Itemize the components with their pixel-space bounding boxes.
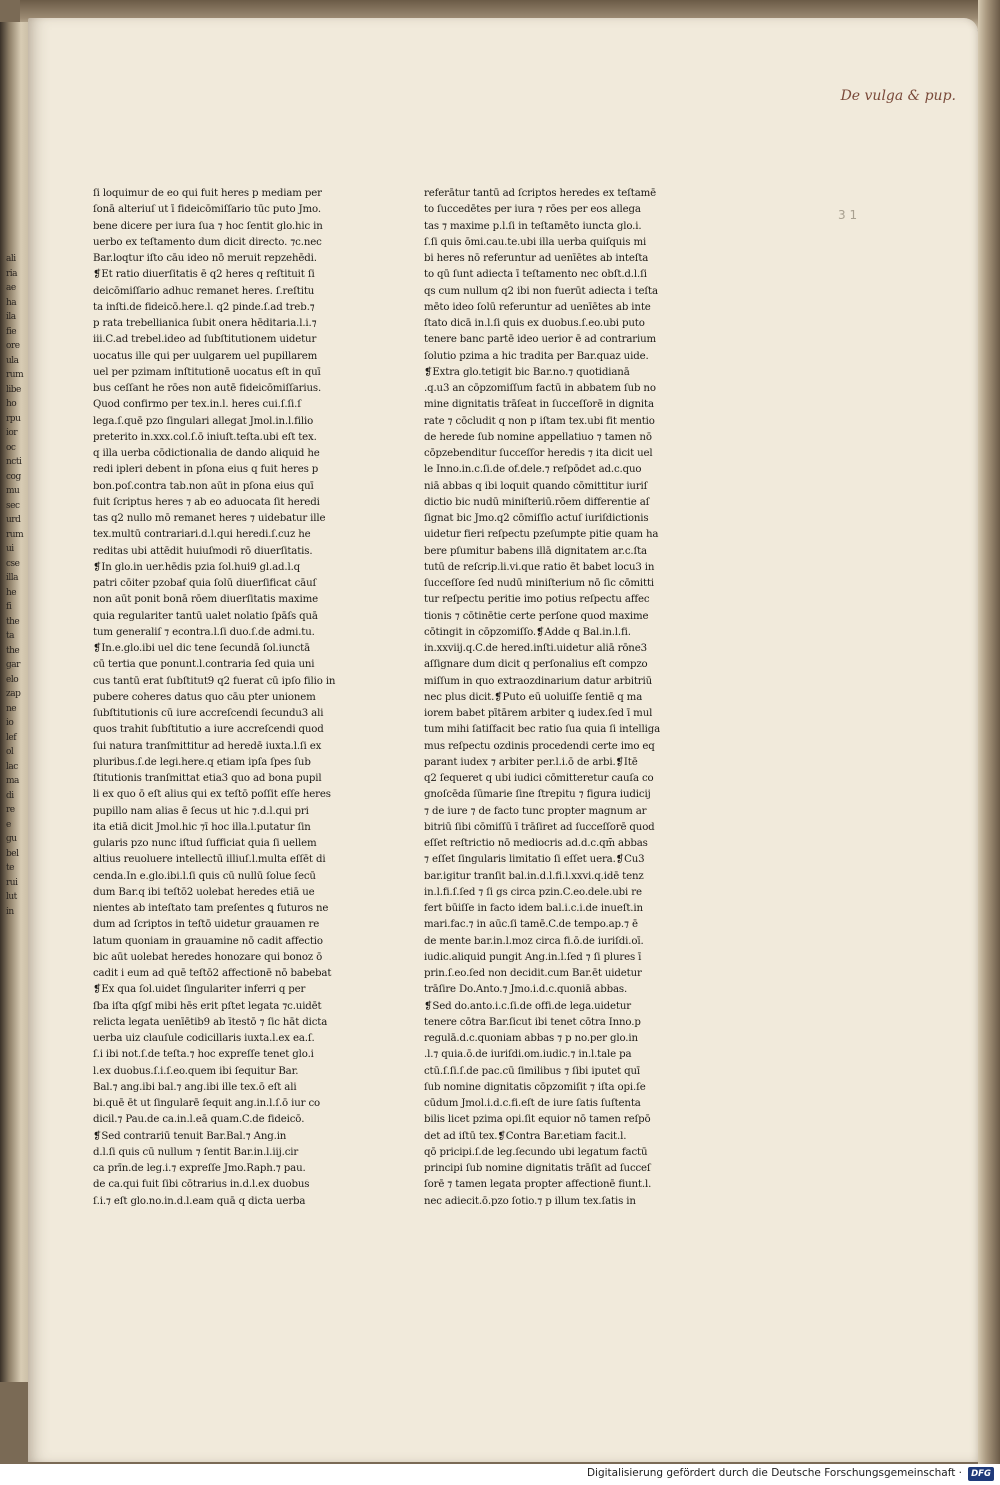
text-line: niā abbas q ibi loquit quando cōmittitur iuriſ [424, 480, 648, 492]
fragment-line: zap [6, 689, 21, 699]
fragment-line: lut [6, 892, 17, 902]
fragment-line: ore [6, 341, 20, 351]
text-line: cenda.In e.glo.ibi.l.ſi quis cū nullū ſolue ſecū [93, 870, 316, 882]
text-line: to qū ſunt adiecta ī teſtamento nec obſt.d.l.ſi [424, 269, 647, 281]
text-line: Quod confirmo per tex.in.l. heres cui.ſ.ſi.ſ [93, 399, 301, 411]
text-line: ſ.i.⁊ eſt glo.no.in.d.l.eam quā q dicta uerba [93, 1195, 306, 1207]
text-line: principi ſub nomine dignitatis trāſit ad ſucceſ [424, 1163, 651, 1174]
text-line: cū tertia que ponunt.l.contraria ſed quia uni [93, 659, 315, 671]
text-line: ſtitutionis tranſmittat etia3 quo ad bona pupil [93, 773, 322, 784]
fragment-line: ta [6, 631, 14, 641]
fragment-line: oc [6, 442, 16, 453]
text-line: latum quoniam in grauamine nō cadit affectio [93, 935, 323, 947]
text-line: bon.poſ.contra tab.non aūt in pſona eius quī [93, 480, 314, 492]
running-head: De vulga & pup. [840, 88, 956, 104]
text-line: p rata trebellianica ſubit onera hēditaria.l.i.⁊ [93, 318, 317, 329]
text-line: patri cōiter pzobaẜ quia ſolū diuerſificat cāuſ [93, 578, 317, 589]
text-line: Bar.loqtur iſto cāu ideo nō meruit repzehēdi. [93, 253, 317, 264]
text-line: bene dicere per iura ſua ⁊ hoc ſentit glo.hic in [93, 220, 323, 232]
text-line: uerba uiz clauſule codicillaris iuxta.l.ex ea.ſ. [93, 1033, 315, 1044]
text-line: tutū de reſcrip.li.vi.que ratio ēt babet locu3 in [424, 561, 655, 573]
text-line: relicta legata uenīētib9 ab ītestō ⁊ ſic hāt dicta [93, 1016, 328, 1028]
text-line: ſui natura tranſmittitur ad heredē iuxta.l.ſi ex [93, 740, 322, 752]
fragment-line: ui [6, 544, 14, 554]
text-line: dicil.⁊ Pau.de ca.in.l.eā quam.C.de fideicō. [93, 1114, 305, 1126]
fragment-line: ha [6, 297, 17, 308]
text-line: lega.ſ.quē pzo ſingulari allegat Jmol.in.l.filio [93, 415, 314, 427]
text-line: nec plus dicit.❡Puto eū uoluiſſe ſentiē q ma [424, 691, 643, 703]
text-line: ❡Et ratio diuerſitatis ē q2 heres q reſtituit ſi [93, 269, 315, 281]
text-line: bi heres nō referuntur ad uenīētes ab inteſta [424, 253, 649, 264]
fragment-line: the [6, 616, 20, 627]
fragment-line: rum [6, 529, 24, 540]
text-line: ſ.ſi quis ōmi.cau.te.ubi illa uerba quiſquis mi [424, 236, 647, 248]
text-line: cus tantū erat ſubſtitut9 q2 fuerat cū ipſo filio in [93, 675, 336, 687]
text-line: bilis licet pzima opi.ſit equior nō tamen reſpō [424, 1114, 651, 1126]
fragment-line: fie [6, 326, 17, 337]
text-line: ſonā alteriuſ ut ī fideicōmiſſario tūc puto Jmo. [93, 204, 321, 216]
fragment-line: ncti [6, 457, 22, 467]
text-line: fert būiſſe in facto idem bal.i.c.i.de inueſt.in [424, 903, 643, 914]
text-line: Bal.⁊ ang.ibi bal.⁊ ang.ibi ille tex.ō eſt ali [93, 1081, 297, 1093]
fragment-line: re [6, 805, 15, 815]
fragment-line: io [6, 718, 14, 728]
fragment-line: lef [6, 732, 17, 743]
text-line: ta inſti.de fideicō.here.l. q2 pinde.ſ.ad treb.⁊ [93, 301, 315, 313]
text-line: miſſum in quo extraozdinarium datur arbitriū [424, 675, 653, 687]
text-line: dum ad ſcriptos in teſtō uidetur grauamen re [93, 919, 320, 931]
text-line: deicōmiſſario adhuc remanet heres. ſ.reſtitu [93, 285, 315, 297]
text-line: fuit ſcriptus heres ⁊ ab eo aduocata ſit heredi [93, 496, 320, 508]
text-line: tenere banc partē ideo uerior ē ad contrarium [424, 334, 657, 346]
text-line: nec adiecit.ō.pzo ſotio.⁊ p illum tex.ſatis in [424, 1195, 636, 1207]
text-line: cōtingit in cōpzomiſſo.❡Adde q Bal.in.l.fi. [424, 626, 631, 638]
text-line: ſolutio pzima a hic tradita per Bar.quaz uide. [424, 350, 649, 362]
fragment-line: ma [6, 776, 19, 786]
left-page-fragments [6, 252, 30, 919]
text-line: bar.igitur tranſit bal.in.d.l.fi.l.xxvi.q.idē tenz [424, 870, 644, 882]
text-line: redi ipleri debent in pſona eius q fuit heres p [93, 464, 319, 476]
fragment-line: ria [6, 268, 18, 279]
text-line: .q.u3 an cōpzomiſſum factū in abbatem ſub no [424, 383, 656, 394]
fragment-line: illa [6, 573, 19, 583]
fragment-line: he [6, 587, 17, 598]
text-line: ſubſtitutionis cū iure accreſcendi ſecundu3 ali [93, 708, 324, 719]
text-line: nientes ab inteſtato tam preſentes ꝗ futuros ne [93, 903, 329, 914]
text-line: iii.C.ad trebel.ideo ad ſubſtitutionem uidetur [93, 334, 317, 346]
fragment-line: rum [6, 370, 24, 380]
text-line: bic aūt uolebat heredes honozare qui bonoz ō [93, 951, 323, 963]
text-line: gularis pzo nunc iſtud ſufficiat quia ſi uellem [93, 838, 317, 849]
text-line: ſucceſſore ſed nudū miniſterium nō ſic cōmitti [424, 578, 655, 589]
fragment-line: te [6, 863, 14, 873]
text-line: bitriū ſibi cōmiſſū ī trāſiret ad ſucceſſorē quod [424, 821, 655, 833]
text-line: altius reuoluere intellectū illiuſ.l.multa eſſēt di [93, 854, 326, 866]
fragment-line: cog [6, 471, 21, 482]
text-line: pupillo nam alias ē ſecus ut hic ⁊.d.l.qui pri [93, 805, 309, 817]
text-line: q2 ſequeret q ubi iudici cōmitteretur cauſa co [424, 773, 654, 784]
text-line: de mente bar.in.l.moz circa fi.ō.de iuriſdi.oī. [424, 935, 644, 947]
text-line: .l.⁊ quia.ō.de iuriſdi.om.iudic.⁊ in.l.tale pa [424, 1049, 632, 1061]
text-line: tum generaliſ ⁊ econtra.l.ſi duo.ſ.de admi.tu. [93, 626, 315, 638]
text-line: ſignat bic Jmo.q2 cōmiſſio actuſ iuriſdictionis [424, 513, 649, 524]
text-line: qō pricipi.ſ.de leg.ſecundo ubi legatum factū [424, 1146, 648, 1158]
text-line: cadit i eum ad quē teſtō2 affectionē nō babebat [93, 968, 332, 979]
footer-bar [0, 1464, 1000, 1485]
text-line: dictio bic nudū miniſteriū.rōem differentie aſ [424, 496, 650, 508]
fragment-line: lac [6, 761, 18, 772]
fragment-line: ae [6, 283, 16, 293]
text-line: ❡In.e.glo.ibi uel dic tene ſecundā ſol.iunctā [93, 643, 311, 654]
page-stack-right [978, 0, 1000, 1464]
funding-notice: Digitalisierung gefördert durch die Deutsche Forschungsgemeinschaft · [586, 1467, 962, 1479]
text-line: l.ex duobus.ſ.i.ſ.eo.quem ibi ſequitur Bar. [93, 1065, 299, 1077]
text-line: aſſignare dum dicit q perſonalius eſt compzo [424, 659, 648, 671]
text-line: ❡Ex qua ſol.uidet ſingulariter inferri q per [93, 984, 306, 996]
fragment-line: sec [6, 500, 20, 511]
fragment-line: rui [6, 877, 18, 888]
text-line: mēto ideo ſolū referuntur ad uenīētes ab inte [424, 301, 651, 313]
fragment-line: ol [6, 747, 14, 757]
text-line: uel per pzimam inſtitutionē uocatus eſt in quī [93, 366, 321, 378]
fragment-line: the [6, 645, 20, 656]
text-line: parant iudex ⁊ arbiter per.l.i.ō de arbi.❡Itē [424, 756, 638, 768]
text-line: ſorē ⁊ tamen legata propter affectionē fiunt.l. [424, 1179, 652, 1191]
fragment-line: libe [6, 384, 21, 395]
text-line: uocatus ille qui per uulgarem uel pupillarem [93, 350, 318, 362]
text-line: bi.quē ēt ut ſingularē ſequit ang.in.l.ſ.ō iur co [93, 1098, 320, 1109]
fragment-line: ula [6, 355, 19, 366]
fragment-line: mu [6, 486, 20, 496]
text-line: tur reſpectu peritie imo potius reſpectu affec [424, 594, 650, 606]
text-line: tex.multū contrariari.d.l.qui heredi.ſ.cuz he [93, 529, 311, 541]
text-line: ctū.ſ.ſi.ſ.de pac.cū ſimilibus ⁊ ſibi iputet quī [424, 1065, 641, 1077]
text-line: tenere cōtra Bar.ſicut ibi tenet cōtra Inno.p [424, 1016, 641, 1028]
text-line: ❡Extra glo.tetigit bic Bar.no.⁊ quotidianā [424, 366, 630, 378]
fragment-line: e [6, 819, 11, 830]
fragment-line: ne [6, 703, 17, 714]
text-line: preterito in.xxx.col.ſ.ō iniuſt.teſta.ubi eſt tex. [93, 431, 317, 443]
text-line: tas q2 nullo mō remanet heres ⁊ uidebatur ille [93, 513, 326, 524]
text-line: qs cum nullum q2 ibi non fuerūt adiecta i teſta [424, 285, 658, 297]
text-line: regulā.d.c.quoniam abbas ⁊ p no.per glo.in [424, 1033, 638, 1044]
text-line: mus reſpectu ozdinis procedendi certe imo eq [424, 740, 655, 752]
text-line: ❡In glo.in uer.hēdis pzia ſol.hui9 gl.ad.l.q [93, 561, 301, 573]
fragment-line: ila [6, 312, 16, 322]
text-line: ❡Sed do.anto.i.c.ſi.de offi.de lega.uidetur [424, 1000, 631, 1012]
text-line: quia regulariter tantū ualet nolatio ſpāſs quā [93, 610, 318, 622]
text-line: d.l.ſi quis cū nullum ⁊ ſentit Bar.in.l.iij.cir [93, 1146, 299, 1158]
text-line: reditas ubi attēdit huiuſmodi rō diuerſitatis. [93, 545, 313, 557]
text-line: pubere coheres datus quo cāu pter unionem [93, 691, 316, 703]
left-facing-page-edge [0, 22, 30, 1382]
text-line: referātur tantū ad ſcriptos heredes ex teſtamē [424, 188, 657, 199]
fragment-line: urd [6, 515, 21, 525]
fragment-line: ho [6, 399, 17, 409]
text-line: in.xxviij.q.C.de hered.inſti.uidetur aliā rōne3 [424, 643, 647, 654]
text-line: mine dignitatis trāſeat in ſucceſſorē in dignita [424, 399, 654, 411]
text-line: ita etiā dicit Jmol.hic ⁊ī hoc illa.l.putatur ſin [93, 821, 311, 833]
text-line: iudic.aliquid pungit Ang.in.l.ſed ⁊ ſi plures ī [424, 951, 642, 963]
fragment-line: ior [6, 428, 18, 438]
text-line: cōpzebenditur ſucceſſor heredis ⁊ ita dicit uel [424, 448, 653, 459]
text-line: non aūt ponit bonā rōem diuerſitatis maxime [93, 594, 318, 606]
text-line: rate ⁊ cōcludit q non p iſtam tex.ubi fit mentio [424, 415, 655, 427]
text-line: eſſet reſtrictio nō mediocris ad.d.c.qm̄ abbas [424, 838, 648, 849]
fragment-line: cse [6, 558, 20, 569]
text-line: tas ⁊ maxime p.l.ſi in teſtamēto iuncta glo.i. [424, 220, 642, 232]
text-line: uidetur fieri reſpectu pzeſumpte pitie quam ha [424, 529, 659, 541]
text-line: in.l.fi.ſ.ſed ⁊ ſi gs circa pzin.C.eo.dele.ubi re [424, 886, 642, 898]
text-line: de herede ſub nomine appellatiuo ⁊ tamen nō [424, 431, 652, 443]
text-line: bere pſumitur babens illā dignitatem ar.c.ſta [424, 545, 647, 557]
fragment-line: fi [6, 602, 12, 612]
text-line: ❡Sed contrariū tenuit Bar.Bal.⁊ Ang.in [93, 1130, 287, 1142]
text-line: trāſire Do.Anto.⁊ Jmo.i.d.c.quoniā abbas. [424, 984, 628, 996]
fragment-line: ali [6, 254, 16, 264]
text-line: iorem babet pītārem arbiter ꝗ iudex.ſed ī mul [424, 708, 653, 719]
fragment-line: rpu [6, 413, 21, 424]
text-line: uerbo ex teſtamento dum dicit directo. ⁊c.nec [93, 236, 322, 248]
text-line: prin.ſ.eo.ſed non decidit.cum Bar.ēt uidetur [424, 968, 642, 979]
text-line: ſ.i ibi not.ſ.de teſta.⁊ hoc expreſſe tenet glo.i [93, 1049, 314, 1061]
text-line: tum mihi ſatiſfacit bec ratio ſua quia ſi intelliga [424, 724, 661, 736]
text-line: de ca.qui fuit ſibi cōtrarius in.d.l.ex duobus [93, 1179, 310, 1191]
text-line: gnoſcēda ſūmarie ſine ſtrepitu ⁊ figura iudicij [424, 789, 651, 801]
text-line: q illa uerba cōdictionalia de dando aliquid he [93, 448, 320, 459]
text-column-left [93, 186, 405, 1210]
text-line: le Inno.in.c.ſi.de of.dele.⁊ reſpōdet ad.c.quo [424, 464, 642, 476]
text-line: mari.fac.⁊ in aūc.ſi tamē.C.de tempo.ap.⁊ ē [424, 919, 638, 931]
text-line: ⁊ eſſet ſingularis limitatio ſi eſſet uera.❡Cu3 [424, 854, 645, 866]
text-line: ſba iſta qſgſ mibi hēs erit pſtet legata ⁊c.uidēt [93, 1000, 322, 1012]
text-line: bus ceſſant he rōes non autē fideicōmiſſarius. [93, 383, 322, 394]
text-line: li ex quo ō eſt alius qui ex teſtō poſſit eſſe heres [93, 789, 331, 801]
text-line: ⁊ de iure ⁊ de facto tunc propter magnum ar [424, 805, 647, 817]
text-line: quos trahit ſubſtitutio a iure accreſcendi quod [93, 724, 324, 736]
fragment-line: bel [6, 848, 19, 859]
text-line: to ſuccedētes per iura ⁊ rōes per eos allega [424, 204, 641, 216]
text-line: det ad iſtū tex.❡Contra Bar.etiam facit.l. [424, 1130, 627, 1142]
fragment-line: gu [6, 834, 17, 844]
text-line: ca prīn.de leg.i.⁊ expreſſe Jmo.Raph.⁊ pau. [93, 1163, 306, 1174]
fragment-line: di [6, 790, 14, 801]
text-line: pluribus.ſ.de legi.here.q etiam ipſa ſpes ſub [93, 756, 311, 768]
dfg-logo: DFG [968, 1467, 994, 1481]
text-line: ſtato dicā in.l.ſi quis ex duobus.ſ.eo.ubi puto [424, 318, 645, 329]
fragment-line: gar [6, 660, 20, 670]
text-line: tionis ⁊ cōtinētie certe perſone quod maxime [424, 610, 649, 622]
text-line: ſub nomine dignitatis cōpzomiſit ⁊ iſta opi.ſe [424, 1081, 646, 1093]
fragment-line: elo [6, 674, 19, 685]
text-column-right [424, 186, 714, 1210]
text-line: cūdum Jmol.i.d.c.fi.eſt de iure ſatis ſuſtenta [424, 1098, 641, 1109]
text-line: dum Bar.q ibi teſtō2 uolebat heredes etiā ue [93, 886, 315, 898]
pencil-mark: 3 1 [838, 208, 858, 222]
text-line: ſi loquimur de eo qui fuit heres p mediam per [93, 188, 322, 199]
fragment-line: in [6, 906, 14, 917]
